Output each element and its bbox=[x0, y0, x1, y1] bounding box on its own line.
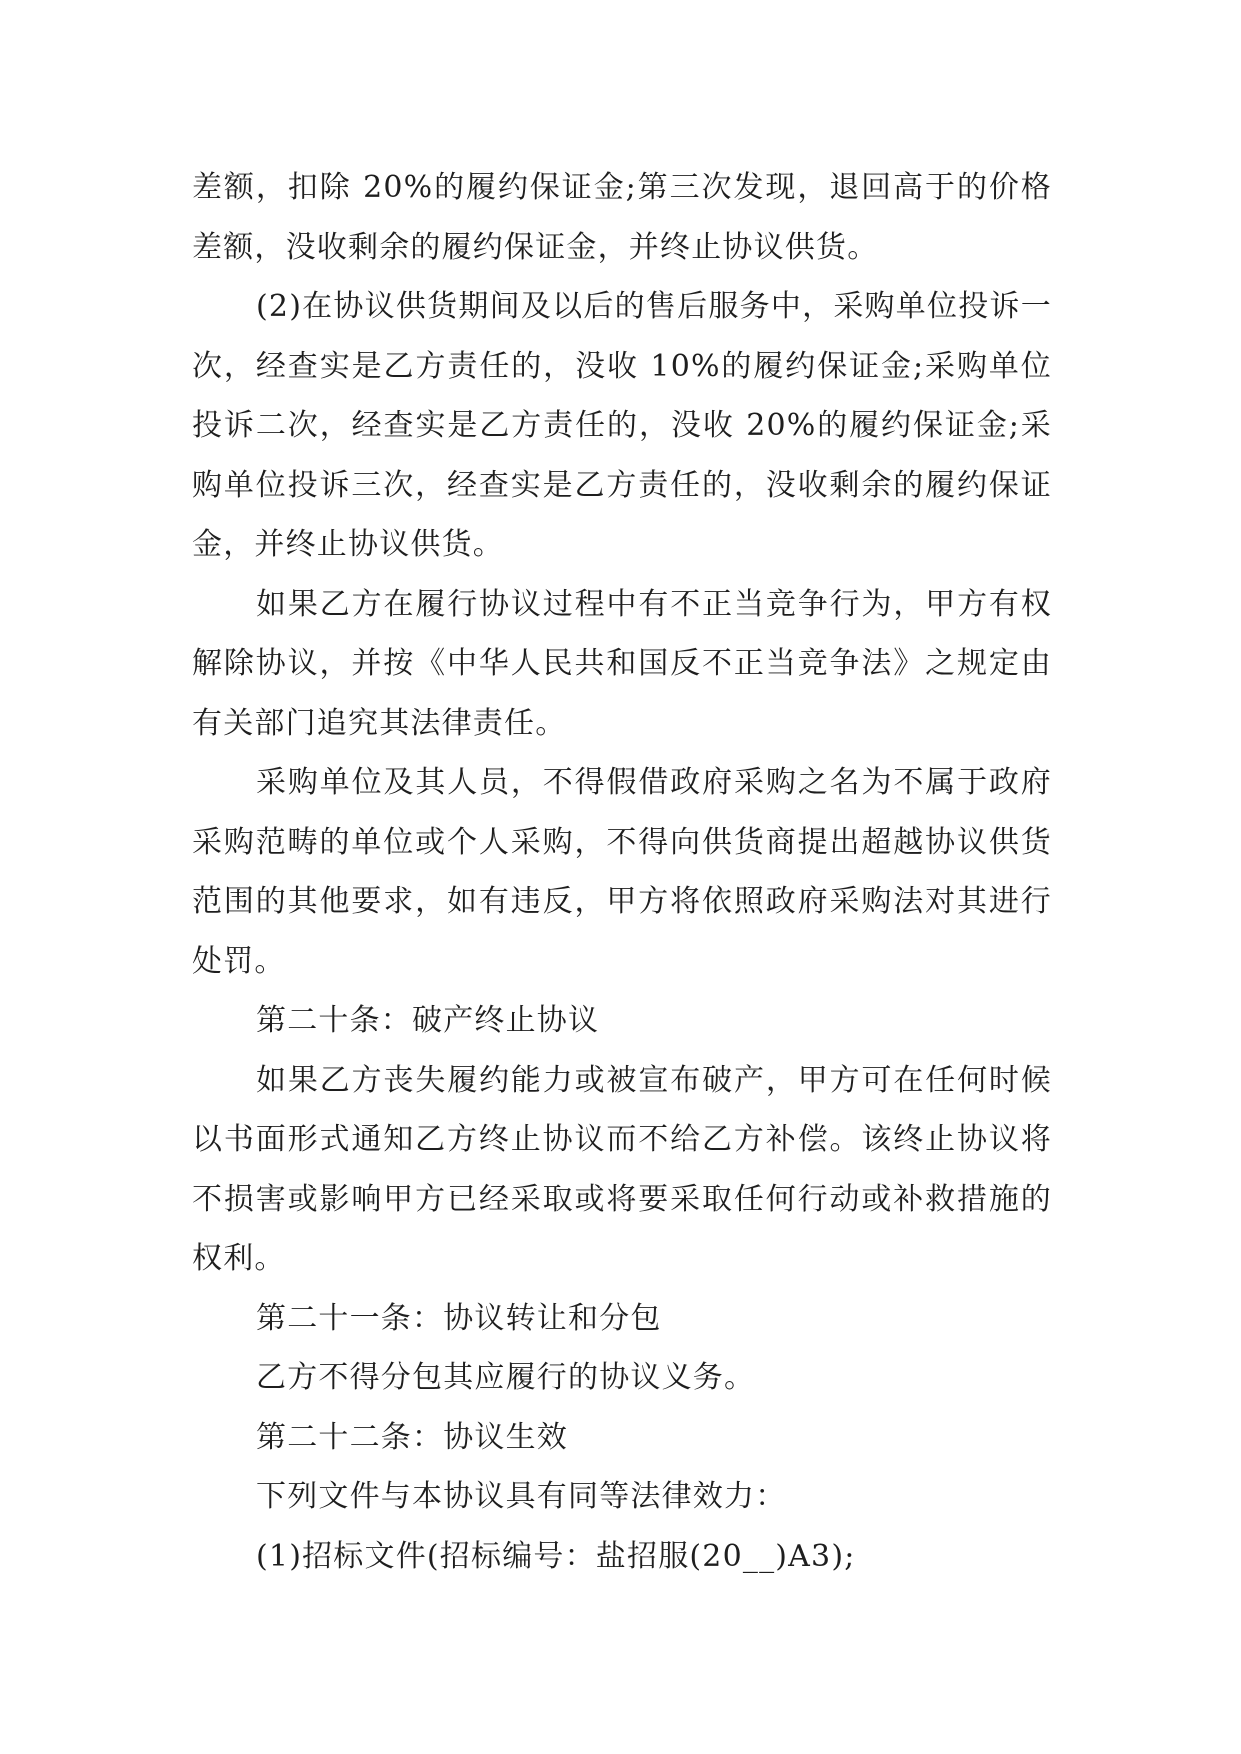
paragraph-3: 如果乙方在履行协议过程中有不正当竞争行为，甲方有权解除协议，并按《中华人民共和国反不正当竞争法》之规定由有关部门追究其法律责任。 bbox=[192, 586, 1052, 741]
paragraph-1: 差额，扣除 20%的履约保证金;第三次发现，退回高于的价格差额，没收剩余的履约保证金，并终止协议供货。 bbox=[192, 170, 1052, 265]
article-22-heading: 第二十二条：协议生效 bbox=[256, 1419, 568, 1455]
paragraph-4: 采购单位及其人员，不得假借政府采购之名为不属于政府采购范畴的单位或个人采购，不得向供货商提出超越协议供货范围的其他要求，如有违反，甲方将依照政府采购法对其进行处罚。 bbox=[192, 765, 1052, 979]
list-item-1: (1)招标文件(招标编号：盐招服(20__)A3); bbox=[256, 1538, 856, 1574]
paragraph-10: 下列文件与本协议具有同等法律效力： bbox=[256, 1479, 787, 1514]
paragraph-2: (2)在协议供货期间及以后的售后服务中，采购单位投诉一次，经查实是乙方责任的，没收 10%的履约保证金;采购单位投诉二次，经查实是乙方责任的，没收 20%的履约保证金;采购单位投诉三次，经查实是乙方责任的，没收剩余的履约保证金，并终止协议供货。 bbox=[192, 289, 1052, 562]
paragraph-8: 乙方不得分包其应履行的协议义务。 bbox=[256, 1360, 756, 1395]
article-20-heading: 第二十条：破产终止协议 bbox=[256, 1003, 600, 1038]
article-21-heading: 第二十一条：协议转让和分包 bbox=[256, 1300, 662, 1336]
paragraph-6: 如果乙方丧失履约能力或被宣布破产，甲方可在任何时候以书面形式通知乙方终止协议而不给乙方补偿。该终止协议将不损害或影响甲方已经采取或将要采取任何行动或补救措施的权利。 bbox=[192, 1062, 1052, 1276]
document-body bbox=[192, 158, 1052, 1586]
